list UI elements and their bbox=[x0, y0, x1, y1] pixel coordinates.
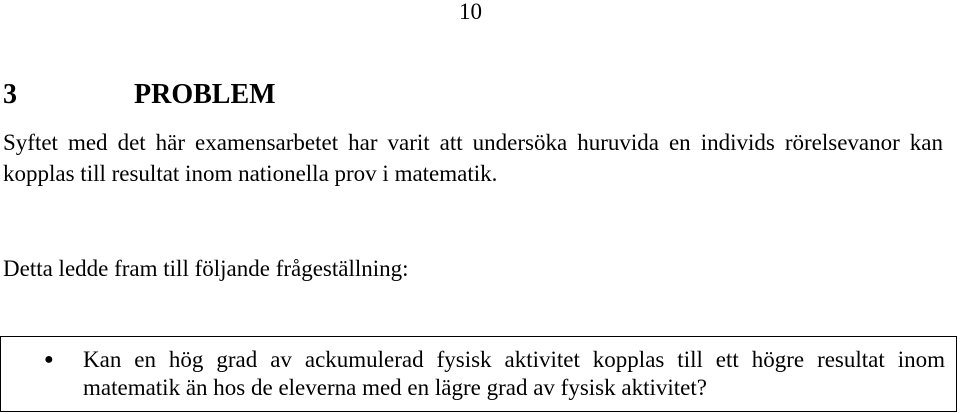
section-heading bbox=[3, 78, 403, 112]
page-number: 10 bbox=[459, 0, 482, 24]
bullet-icon: ● bbox=[44, 351, 54, 368]
section-title: PROBLEM bbox=[134, 79, 276, 110]
research-question-box bbox=[0, 336, 957, 412]
purpose-paragraph: Syftet med det här examensarbetet har varit att undersöka huruvida en individs rörelsevanor kan kopplas till resultat inom nationella prov i matematik. bbox=[3, 130, 943, 186]
question-intro-paragraph: Detta ledde fram till följande frågeställning: bbox=[3, 256, 409, 281]
section-number: 3 bbox=[3, 79, 17, 110]
research-question-text: Kan en hög grad av ackumulerad fysisk aktivitet kopplas till ett högre resultat inom matematik än hos de eleverna med en lägre grad av fysisk aktivitet? bbox=[83, 347, 945, 400]
